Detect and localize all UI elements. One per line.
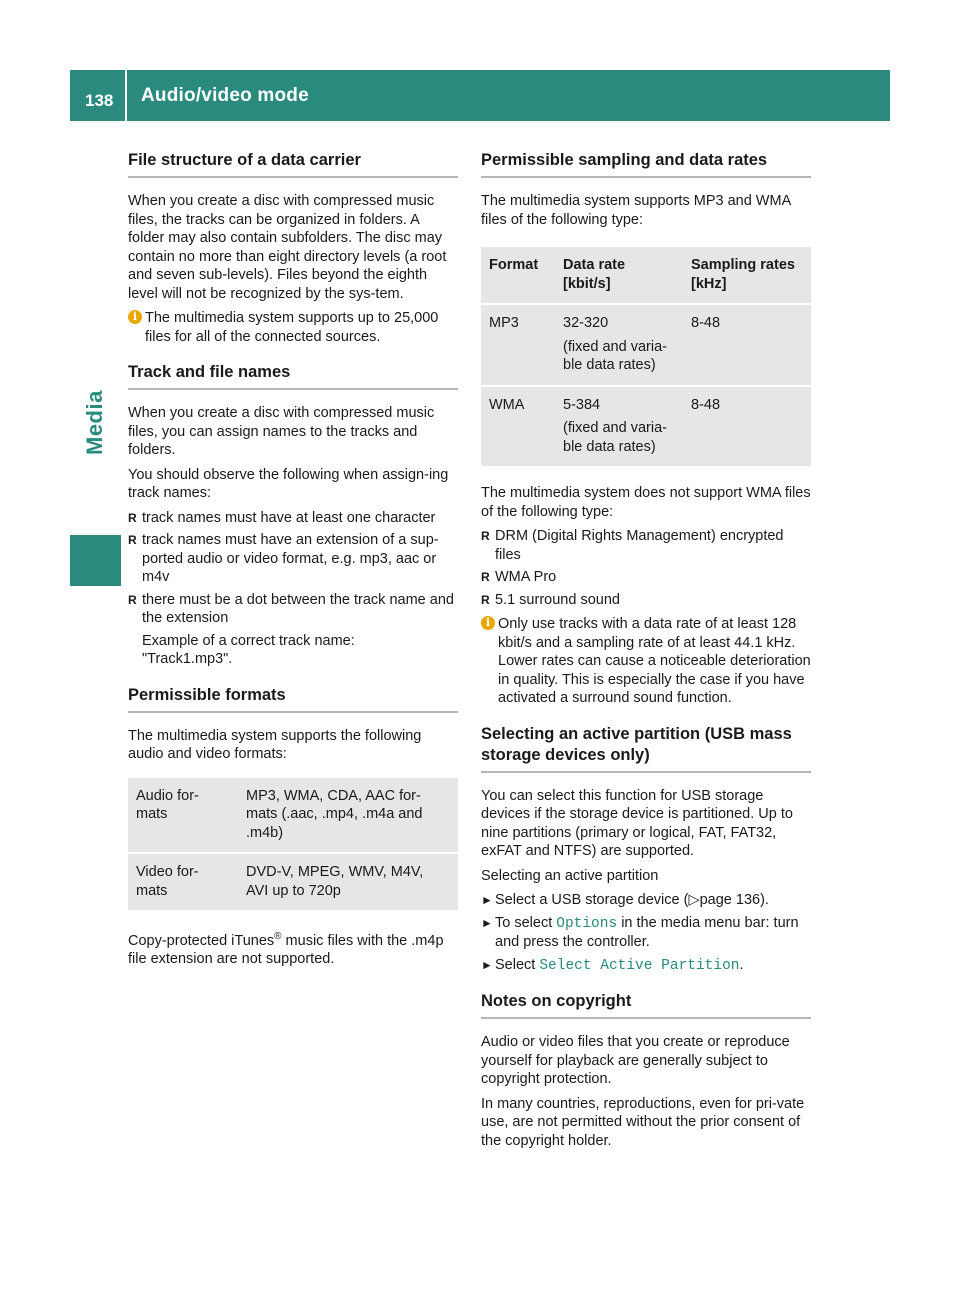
right-column: [481, 150, 811, 1156]
section-file-structure: [128, 150, 458, 346]
page-number: 138: [85, 91, 114, 110]
example-value: "Track1.mp3".: [142, 651, 233, 667]
paragraph: When you create a disc with compressed music files, the tracks can be organized in folders. A folder may also contain subfolders. The disc may contain no more than eight directory levels (a root and seven sub-levels). Files beyond the eighth level will not be recognized by the sys-tem.: [128, 193, 447, 302]
info-note: [481, 615, 811, 708]
rate-value: 32-320: [563, 315, 609, 331]
rate-note: (fixed and varia-ble data rates): [563, 420, 667, 455]
page-reference: page 136).: [699, 892, 769, 908]
bullet-list: [481, 527, 811, 609]
list-item: R 5.1 surround sound: [481, 591, 811, 610]
section-heading: Permissible sampling and data rates: [481, 150, 811, 178]
table-cell: Audio for-mats: [128, 778, 238, 853]
table-header: Sampling rates [kHz]: [683, 247, 811, 303]
section-track-names: [128, 362, 458, 669]
step-text: Select: [495, 956, 540, 973]
sampling-table: [481, 245, 811, 468]
table-cell: DVD-V, MPEG, WMV, M4V, AVI up to 720p: [238, 854, 458, 910]
paragraph: Selecting an active partition: [481, 867, 659, 884]
arrow-right-icon: ►: [481, 893, 493, 907]
section-heading: Permissible formats: [128, 685, 458, 713]
arrow-right-icon: ►: [481, 957, 493, 972]
info-note: [128, 309, 458, 346]
paragraph: The multimedia system supports the following audio and video formats:: [128, 727, 422, 762]
step-item: [481, 891, 811, 910]
table-cell: Video for-mats: [128, 854, 238, 910]
rate-value: 5-384: [563, 396, 601, 413]
left-column: [128, 150, 458, 975]
paragraph: When you create a disc with compressed music files, you can assign names to the tracks and folders.: [128, 405, 435, 458]
table-cell: 8-48: [683, 305, 811, 385]
table-cell: 8-48: [683, 387, 811, 467]
table-header-row: [481, 247, 811, 303]
paragraph: You should observe the following when assign-ing track names:: [128, 466, 449, 501]
list-item: R track names must have at least one character: [128, 509, 458, 528]
side-tab-block: [70, 535, 121, 586]
itunes-post: music files with the .m4p file extension are not supported.: [128, 932, 444, 968]
table-cell: WMA: [481, 387, 555, 467]
itunes-pre: Copy-protected iTunes: [128, 932, 275, 949]
step-text: in the media menu bar: turn and press the controller.: [495, 914, 799, 950]
info-icon: i: [481, 616, 495, 630]
page-title: Audio/video mode: [141, 85, 309, 106]
step-text: To select: [495, 914, 557, 931]
table-cell: [555, 387, 683, 467]
paragraph: You can select this function for USB storage devices if the storage device is partitioned. Up to nine partitions (primary or logical, FAT, FAT32, exFAT and NTFS) are supported.: [481, 787, 793, 859]
step-list: [481, 891, 811, 975]
list-item: R DRM (Digital Rights Management) encrypted files: [481, 527, 811, 564]
step-text: .: [739, 956, 744, 973]
section-heading: File structure of a data carrier: [128, 150, 458, 178]
page-reference-icon: ▷: [688, 892, 700, 908]
section-copyright: [481, 991, 811, 1150]
paragraph: In many countries, reproductions, even for pri-vate use, are not permitted without the prior consent of the copyright holder.: [481, 1095, 805, 1149]
table-cell: MP3: [481, 305, 555, 385]
table-row: [481, 387, 811, 467]
section-sampling: [481, 150, 811, 708]
formats-table: [128, 776, 458, 913]
table-header: Data rate [kbit/s]: [555, 247, 683, 303]
step-item: [481, 956, 811, 976]
table-cell: MP3, WMA, CDA, AAC for-mats (.aac, .mp4, .m4a and .m4b): [238, 778, 458, 853]
arrow-right-icon: ►: [481, 915, 493, 930]
section-partition: [481, 724, 811, 976]
itunes-note: [128, 928, 458, 969]
info-text: The multimedia system supports up to 25,000 files for all of the connected sources.: [145, 310, 439, 345]
step-text: Select a USB storage device (: [495, 892, 689, 908]
rate-note: (fixed and varia-ble data rates): [563, 338, 667, 373]
step-item: [481, 914, 811, 952]
table-header: Format: [481, 247, 555, 303]
example-label: Example of a correct track name:: [142, 632, 355, 649]
section-heading: Selecting an active partition (USB mass storage devices only): [481, 724, 811, 773]
header-divider: [125, 70, 127, 121]
list-item: R WMA Pro: [481, 568, 811, 587]
table-row: [128, 854, 458, 910]
side-tab-label: Media: [82, 390, 107, 455]
table-row: [128, 778, 458, 853]
info-text: Only use tracks with a data rate of at least 128 kbit/s and a sampling rate of at least 44.1 kHz. Lower rates can cause a noticeable deterioration in quality. This is especially the case if you have activated a surround sound function.: [498, 616, 811, 706]
list-item: R track names must have an extension of a sup-ported audio or video format, e.g. mp3, aac or m4v: [128, 531, 458, 587]
section-formats: [128, 685, 458, 969]
list-item: [128, 591, 458, 669]
list-item-text: there must be a dot between the track name and the extension: [142, 591, 454, 626]
paragraph: The multimedia system supports MP3 and WMA files of the following type:: [481, 193, 791, 228]
menu-option-code: Options: [556, 915, 618, 932]
info-icon: i: [128, 310, 142, 324]
registered-mark: ®: [274, 931, 282, 942]
paragraph: The multimedia system does not support WMA files of the following type:: [481, 485, 811, 520]
table-row: [481, 305, 811, 385]
bullet-list: [128, 509, 458, 669]
section-heading: Notes on copyright: [481, 991, 811, 1019]
section-heading: Track and file names: [128, 362, 458, 390]
menu-option-code: Select Active Partition: [539, 957, 740, 974]
table-cell: [555, 305, 683, 385]
paragraph: Audio or video files that you create or reproduce yourself for playback are generally subject to copyright protection.: [481, 1034, 790, 1087]
